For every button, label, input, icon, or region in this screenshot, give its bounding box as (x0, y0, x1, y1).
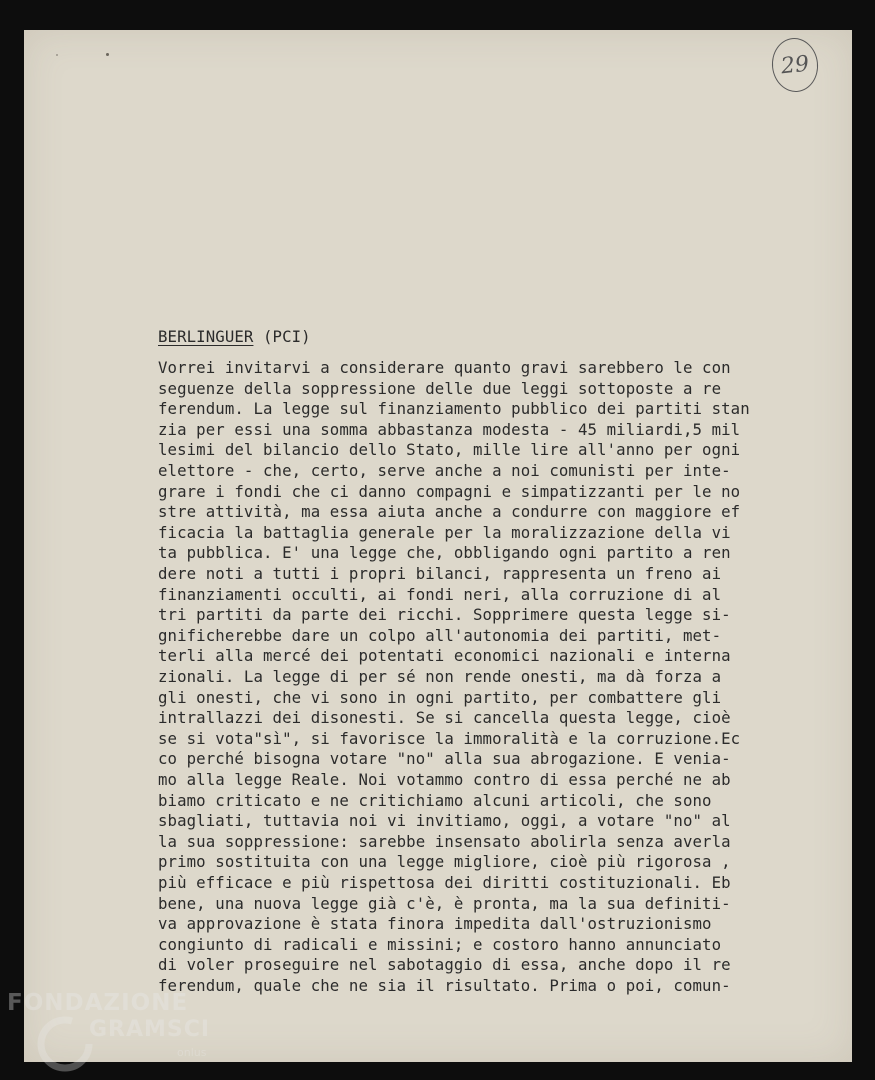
text-line: va approvazione è stata finora impedita dall'ostruzionismo (158, 914, 712, 934)
text-line: gnificherebbe dare un colpo all'autonomia dei partiti, met- (158, 625, 722, 645)
text-line: la sua soppressione: sarebbe insensato abolirla senza averla (158, 831, 731, 851)
text-line: seguenze della soppressione delle due leggi sottoposte a re (158, 378, 722, 398)
paper-speck (56, 54, 58, 56)
page-number-text: 29 (779, 51, 811, 79)
text-line: biamo criticato e ne critichiamo alcuni articoli, che sono (158, 790, 712, 810)
text-line: bene, una nuova legge già c'è, è pronta, ma la sua definiti- (158, 893, 731, 913)
document-page (24, 30, 852, 1062)
speaker-party: (PCI) (263, 327, 311, 346)
watermark-line2: GRAMSCI (89, 1017, 211, 1042)
text-line: Vorrei invitarvi a considerare quanto gravi sarebbero le con (158, 358, 731, 378)
page-number-circled (769, 36, 820, 95)
text-line: mo alla legge Reale. Noi votammo contro di essa perché ne ab (158, 769, 731, 789)
text-line: tri partiti da parte dei ricchi. Sopprimere questa legge si- (158, 605, 731, 625)
text-line: più efficace e più rispettosa dei diritti costituzionali. Eb (158, 872, 731, 892)
text-line: terli alla mercé dei potentati economici nazionali e interna (158, 646, 731, 666)
text-line: elettore - che, certo, serve anche a noi comunisti per inte- (158, 461, 731, 481)
text-line: dere noti a tutti i propri bilanci, rappresenta un freno ai (158, 564, 722, 584)
text-line: ta pubblica. E' una legge che, obbligando ogni partito a ren (158, 543, 731, 563)
speaker-name: BERLINGUER (158, 327, 254, 346)
text-line: gli onesti, che vi sono in ogni partito, per combattere gli (158, 687, 722, 707)
text-line: co perché bisogna votare "no" alla sua abrogazione. E venia- (158, 749, 731, 769)
text-line: se si vota"sì", si favorisce la immoralità e la corruzione.Ec (158, 728, 741, 748)
watermark-line1: FONDAZIONE (7, 990, 189, 1016)
text-line: sbagliati, tuttavia noi vi invitiamo, oggi, a votare "no" al (158, 811, 731, 831)
text-line: zionali. La legge di per sé non rende onesti, ma dà forza a (158, 667, 722, 686)
paper-speck (106, 53, 109, 56)
watermark-line3: onlus (177, 1046, 207, 1059)
text-line: primo sostituita con una legge migliore, cioè più rigorosa , (158, 852, 731, 872)
text-line: congiunto di radicali e missini; e costoro hanno annunciato (158, 934, 722, 954)
speech-text (158, 358, 798, 996)
document-body (158, 327, 798, 997)
text-line: grare i fondi che ci danno compagni e simpatizzanti per le no (158, 481, 741, 501)
text-line: lesimi del bilancio dello Stato, mille lire all'anno per ogni (158, 440, 741, 460)
text-line: ficacia la battaglia generale per la moralizzazione della vi (158, 522, 731, 542)
text-line: finanziamenti occulti, ai fondi neri, alla corruzione di al (158, 584, 722, 604)
text-line: intrallazzi dei disonesti. Se si cancella questa legge, cioè (158, 708, 731, 728)
text-line: ferendum. La legge sul finanziamento pubblico dei partiti stan (158, 399, 750, 419)
text-line: di voler proseguire nel sabotaggio di essa, anche dopo il re (158, 955, 731, 975)
text-line: ferendum, quale che ne sia il risultato. Prima o poi, comun- (158, 975, 731, 995)
text-line: zia per essi una somma abbastanza modesta - 45 miliardi,5 mil (158, 419, 741, 439)
text-line: stre attività, ma essa aiuta anche a condurre con maggiore ef (158, 502, 741, 522)
speaker-heading (158, 327, 798, 348)
